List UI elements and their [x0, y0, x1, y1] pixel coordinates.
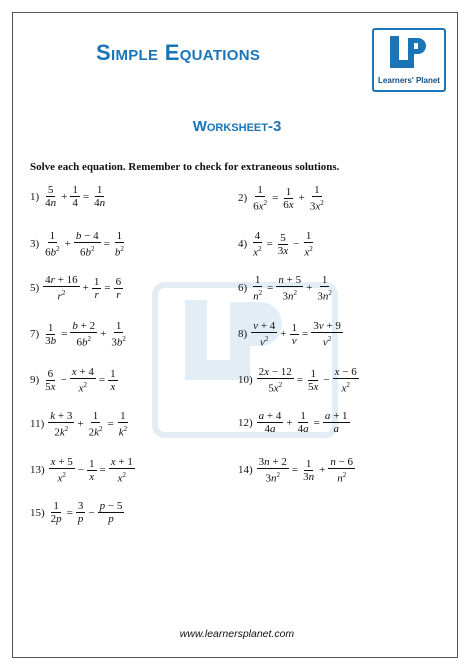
footer-url[interactable]: www.learnersplanet.com — [179, 628, 295, 640]
problem-number: 1) — [30, 190, 40, 203]
problem-11: 11) $\frac{k + 3}{2k^2}$ + $\frac{1}{2k^2}$ = $\frac{1}{k^2}$ — [30, 410, 128, 439]
problem-number: 4) — [238, 238, 248, 251]
problem-3: 3) $\frac{1}{6b^2}$ + $\frac{b - 4}{6b^2}$ = $\frac{1}{b^2}$ — [30, 230, 124, 259]
problem-number: 6) — [238, 282, 248, 295]
problem-number: 2) — [238, 192, 248, 205]
problem-1: 1) $\frac{5}{4n}$ + $\frac{1}{4}$ = $\frac{1}{4n}$ — [30, 184, 106, 209]
problem-number: 3) — [30, 238, 40, 251]
problem-2: 2) $\frac{1}{6x^2}$ = $\frac{1}{6x}$ + $\frac{1}{3x^2}$ — [238, 184, 324, 213]
problem-6: 6) $\frac{1}{n^2}$ = $\frac{n + 5}{3n^2}$ + $\frac{1}{3n^2}$ — [238, 274, 332, 303]
problem-number: 5) — [30, 282, 40, 295]
problem-9: 9) $\frac{6}{5x}$ − $\frac{x + 4}{x^2}$ = $\frac{1}{x}$ — [30, 366, 116, 395]
problem-12: 12) $\frac{a + 4}{4a}$ + $\frac{1}{4a}$ = $\frac{a + 1}{a}$ — [238, 410, 348, 435]
problem-5: 5) $\frac{4r + 16}{r^2}$ + $\frac{1}{r}$ = $\frac{6}{r}$ — [30, 274, 122, 303]
problem-10: 10) $\frac{2x - 12}{5x^2}$ = $\frac{1}{5x}$ − $\frac{x - 6}{x^2}$ — [238, 366, 357, 395]
worksheet-title: Worksheet-3 — [192, 118, 282, 135]
problem-number: 7) — [30, 328, 40, 341]
problem-14: 14) $\frac{3n + 2}{3n^2}$ = $\frac{1}{3n}$ + $\frac{n - 6}{n^2}$ — [238, 456, 354, 485]
logo-text: Learners' Planet — [378, 76, 440, 85]
problem-number: 12) — [238, 416, 253, 429]
page-title: Simple Equations — [96, 40, 261, 65]
instructions: Solve each equation. Remember to check for extraneous solutions. — [30, 161, 340, 173]
logo-mark-icon — [388, 34, 432, 74]
problem-number: 15) — [30, 506, 45, 519]
problem-13: 13) $\frac{x + 5}{x^2}$ − $\frac{1}{x}$ = $\frac{x + 1}{x^2}$ — [30, 456, 133, 485]
problem-number: 10) — [238, 374, 253, 387]
problem-number: 11) — [30, 418, 45, 431]
problem-number: 9) — [30, 374, 40, 387]
problem-4: 4) $\frac{4}{x^2}$ = $\frac{5}{3x}$ − $\frac{1}{x^2}$ — [238, 230, 313, 259]
logo — [372, 28, 446, 92]
problem-number: 14) — [238, 464, 253, 477]
problem-7: 7) $\frac{1}{3b}$ = $\frac{b + 2}{6b^2}$ + $\frac{1}{3b^2}$ — [30, 320, 126, 349]
problem-number: 13) — [30, 464, 45, 477]
problem-15: 15) $\frac{1}{2p}$ = $\frac{3}{p}$ − $\frac{p - 5}{p}$ — [30, 500, 123, 525]
problem-8: 8) $\frac{v + 4}{v^2}$ + $\frac{1}{v}$ = $\frac{3v + 9}{v^2}$ — [238, 320, 341, 349]
problem-number: 8) — [238, 328, 248, 341]
